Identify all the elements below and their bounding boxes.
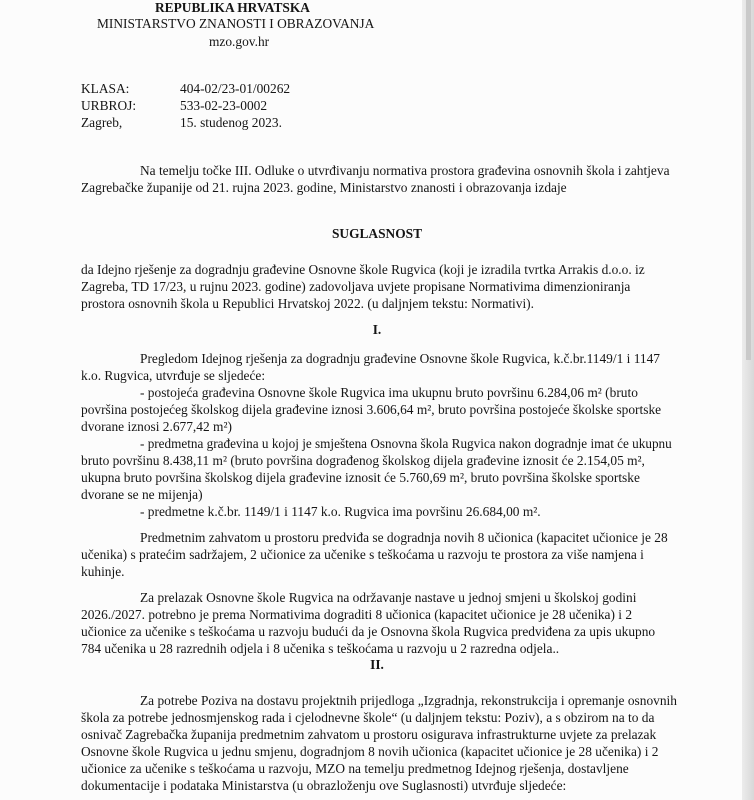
section1-line: učenika) s pratećim sadržajem, 2 učionice za učenike s teškoćama u razvoju te prostora za više namjena i [81, 547, 644, 562]
section1-line: bruto površinu 8.438,11 m² (bruto površina dograđenog školskog dijela građevine iznosit će 2.154,05 m², [81, 453, 645, 468]
document-title: SUGLASNOST [331, 226, 423, 241]
intro-line: Na temelju točke III. Odluke o utvrđivanju normativa prostora građevina osnovnih škola i zahtjeva [140, 163, 670, 178]
section1-line: kuhinje. [81, 564, 125, 579]
section1-line: učionice za učenike s teškoćama u razvoju budući da je Osnovna škola Rugvica predviđena za upis ukupno [81, 624, 656, 639]
section-heading-1: I. [372, 322, 382, 337]
urbroj-label: URBROJ: [81, 98, 137, 113]
section1-line: površina postojećeg školskog dijela građevine iznosi 3.606,64 m², bruto površina postojeće školske sportske [81, 402, 662, 417]
section1-line: k.o. Rugvica, utvrđuje se sljedeće: [81, 368, 266, 383]
section1-line: - predmetna građevina u kojoj je smještena Osnovna škola Rugvica nakon dogradnje imat će ukupnu [140, 436, 672, 451]
date-value: 15. studenog 2023. [180, 115, 282, 130]
urbroj-value: 533-02-23-0002 [180, 98, 268, 113]
section1-line: - predmetne k.č.br. 1149/1 i 1147 k.o. Rugvica ima površinu 26.684,00 m². [140, 504, 541, 519]
page-edge-shadow [742, 0, 754, 800]
section1-line: Pregledom Idejnog rješenja za dogradnju građevine Osnovne škole Rugvica, k.č.br.1149/1 i 1147 [140, 351, 660, 366]
section1-line: 784 učenika u 28 razrednih odjela i 8 učenika s teškoćama u razvoju u 2 razredna odjela.. [81, 641, 560, 656]
header-ministry: MINISTARSTVO ZNANOSTI I OBRAZOVANJA [97, 16, 375, 31]
section2-line: škola za potrebe jednosmjenskog rada i cjelodnevne škole“ (u daljnjem tekstu: Poziv), a s obzirom na to da [81, 710, 655, 725]
intro-line: Zagrebačke županije od 21. rujna 2023. godine, Ministarstvo znanosti i obrazovanja izdaje [81, 180, 567, 195]
section2-line: dokumentacije i podataka Ministarstva (u obrazloženju ove Suglasnosti) utvrđuje sljedeće: [81, 778, 567, 793]
section1-line: 2026./2027. potrebno je prema Normativima dograditi 8 učionica (kapacitet učionice je 28 učenika) i 2 [81, 607, 633, 622]
consent-line: prostora osnovnih škola u Republici Hrvatskoj 2022. (u daljnjem tekstu: Normativi). [81, 296, 534, 311]
section1-line: Predmetnim zahvatom u prostoru predviđa se dogradnja novih 8 učionica (kapacitet učionice je 28 [140, 530, 668, 545]
consent-line: da Idejno rješenje za dogradnju građevine Osnovne škole Rugvica (koji je izradila tvrtka Arrakis d.o.o. iz [81, 262, 645, 277]
section1-line: ukupna bruto površina školskog dijela građevine iznosit će 5.760,69 m², bruto površina školske sportske [81, 470, 640, 485]
section-heading-2: II. [370, 657, 384, 672]
consent-line: Zagreba, TD 17/23, u rujnu 2023. godine) zadovoljava uvjete propisane Normativima dimenzioniranja [81, 279, 631, 294]
place-label: Zagreb, [81, 115, 123, 130]
klasa-label: KLASA: [81, 81, 130, 96]
section1-line: dvorane se ne mijenja) [81, 487, 203, 502]
section2-line: Osnovne škole Rugvica u jednu smjenu, dogradnjom 8 novih učionica (kapacitet učionice je 28 učenika) i 2 [81, 744, 659, 759]
section2-line: učionice za učenike s teškoćama u razvoju, MZO na temelju predmetnog Idejnog rješenja, dostavljene [81, 761, 629, 776]
section2-line: osnivač Zagrebačka županija predmetnim zahvatom u prostoru osigurava infrastrukturne uvjete za prelazak [81, 727, 657, 742]
section1-line: dvorane iznosi 2.677,42 m²) [81, 419, 232, 434]
section1-line: Za prelazak Osnovne škole Rugvica na održavanje nastave u jednoj smjeni u školskoj godini [140, 590, 637, 605]
header-website[interactable]: mzo.gov.hr [209, 34, 270, 49]
scrollbar-thumb[interactable] [746, 0, 751, 360]
klasa-value: 404-02/23-01/00262 [180, 81, 291, 96]
section2-line: Za potrebe Poziva na dostavu projektnih prijedloga „Izgradnja, rekonstrukcija i opremanje osnovnih [140, 693, 677, 708]
header-country: REPUBLIKA HRVATSKA [155, 0, 310, 15]
section1-line: - postojeća građevina Osnovne škole Rugvica ima ukupnu bruto površinu 6.284,06 m² (bruto [140, 385, 638, 400]
